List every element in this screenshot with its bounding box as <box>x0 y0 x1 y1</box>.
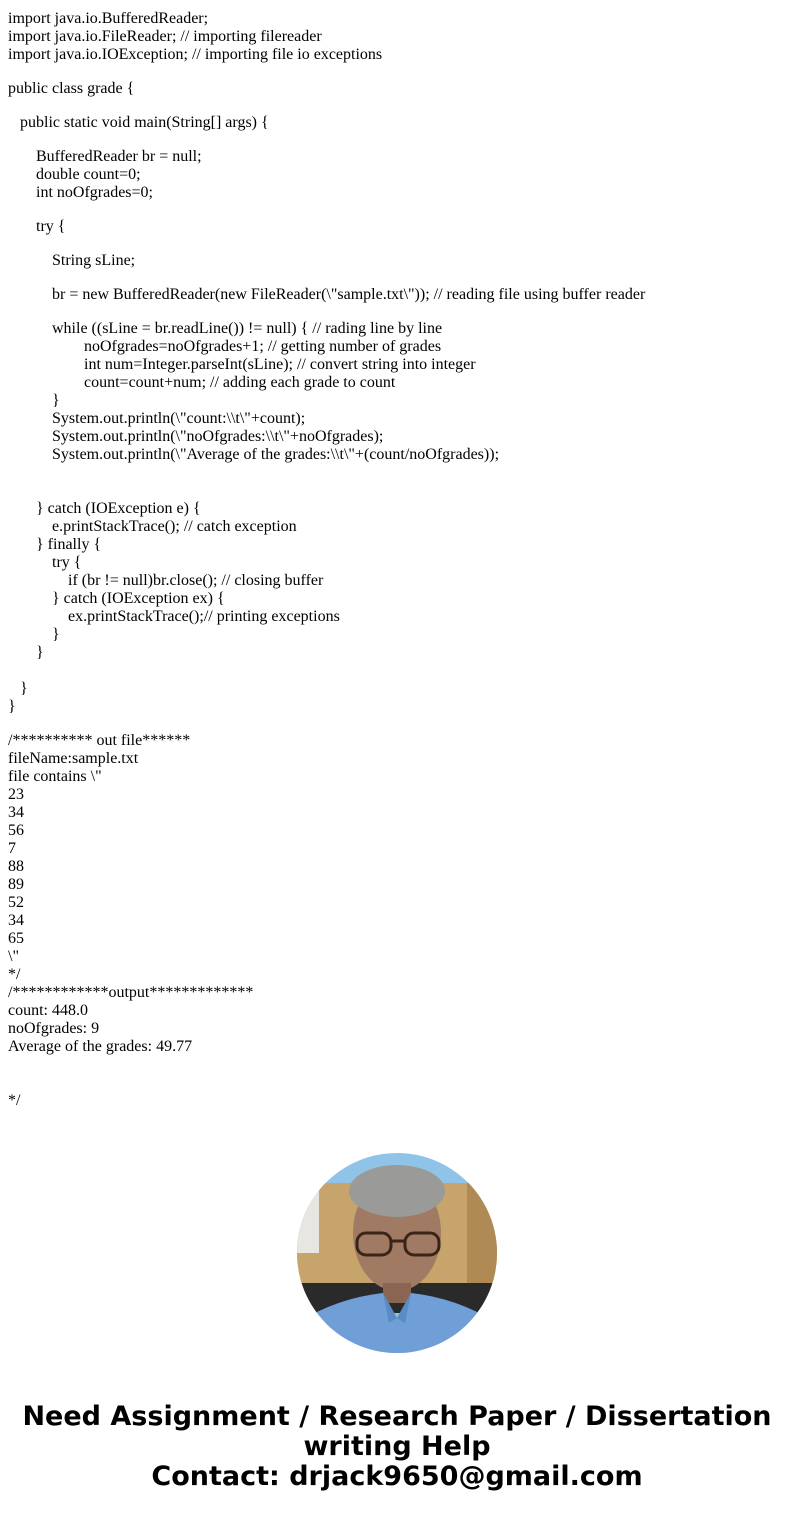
code-line <box>0 1092 794 1110</box>
code-line-text: int noOfgrades=0; <box>36 184 153 201</box>
code-line <box>0 286 794 304</box>
code-line <box>0 912 794 930</box>
code-line-text: try { <box>52 554 82 571</box>
code-line <box>0 876 794 894</box>
code-line <box>0 840 794 858</box>
code-line <box>0 786 794 804</box>
code-line <box>0 930 794 948</box>
code-line-text: /********** out file****** <box>8 732 191 749</box>
code-line <box>0 446 794 464</box>
code-line-text: fileName:sample.txt <box>8 750 139 767</box>
code-line-text: if (br != null)br.close(); // closing buffer <box>68 572 324 589</box>
code-line <box>0 644 794 662</box>
code-line <box>0 320 794 338</box>
code-line <box>0 252 794 270</box>
code-line-text: public static void main(String[] args) { <box>20 114 269 131</box>
code-line <box>0 662 794 680</box>
code-line-text: System.out.println(\"Average of the grades:\\t\"+(count/noOfgrades)); <box>52 446 500 463</box>
code-line-text: System.out.println(\"noOfgrades:\\t\"+noOfgrades); <box>52 428 384 445</box>
code-line-text: } catch (IOException e) { <box>36 500 201 517</box>
code-line-text: } <box>52 626 60 643</box>
code-line <box>0 1038 794 1056</box>
code-line-text: } <box>8 698 16 715</box>
code-line <box>0 698 794 716</box>
code-document <box>0 10 794 1110</box>
footer-subline: writing Help <box>303 1431 491 1462</box>
code-line <box>0 1002 794 1020</box>
code-line <box>0 716 794 732</box>
code-line-text: try { <box>36 218 66 235</box>
code-line <box>0 10 794 28</box>
code-line-text: 7 <box>8 840 16 857</box>
code-line-text: } <box>52 392 60 409</box>
code-line <box>0 114 794 132</box>
code-line-text: } <box>36 644 44 661</box>
code-line-text: /************output************* <box>8 984 254 1001</box>
code-line <box>0 46 794 64</box>
code-line <box>0 554 794 572</box>
code-line-text: 23 <box>8 786 24 803</box>
code-line <box>0 572 794 590</box>
code-line-text: */ <box>8 1092 21 1109</box>
code-line-text: } catch (IOException ex) { <box>52 590 225 607</box>
code-line <box>0 64 794 80</box>
code-line-text: int num=Integer.parseInt(sLine); // convert string into integer <box>84 356 476 373</box>
code-line-text: 89 <box>8 876 24 893</box>
code-line <box>0 304 794 320</box>
code-line <box>0 732 794 750</box>
code-line <box>0 356 794 374</box>
code-line <box>0 500 794 518</box>
code-line <box>0 804 794 822</box>
code-line <box>0 166 794 184</box>
code-line-text: count: 448.0 <box>8 1002 88 1019</box>
footer-contact: Contact: drjack9650@gmail.com <box>151 1461 643 1492</box>
code-line <box>0 482 794 500</box>
code-line-text: file contains \" <box>8 768 102 785</box>
code-line <box>0 184 794 202</box>
code-line <box>0 1056 794 1074</box>
code-line-text: 65 <box>8 930 24 947</box>
code-line-text: import java.io.FileReader; // importing filereader <box>8 28 322 45</box>
code-line <box>0 28 794 46</box>
person-photo-icon <box>297 1153 497 1353</box>
code-line-text: \" <box>8 948 19 965</box>
code-line <box>0 1074 794 1092</box>
code-line <box>0 518 794 536</box>
code-line <box>0 428 794 446</box>
code-line-text: 52 <box>8 894 24 911</box>
code-line-text: ex.printStackTrace();// printing exceptions <box>68 608 340 625</box>
contact-footer <box>0 1402 794 1492</box>
code-line-text: 34 <box>8 912 24 929</box>
code-line <box>0 822 794 840</box>
code-line-text: count=count+num; // adding each grade to count <box>84 374 396 391</box>
footer-headline: Need Assignment / Research Paper / Dissertation <box>22 1401 772 1432</box>
code-line-text: String sLine; <box>52 252 136 269</box>
code-line <box>0 132 794 148</box>
code-line <box>0 750 794 768</box>
code-line-text: 56 <box>8 822 24 839</box>
code-line <box>0 464 794 482</box>
code-line-text: } finally { <box>36 536 102 553</box>
code-line-text: noOfgrades: 9 <box>8 1020 100 1037</box>
code-line <box>0 374 794 392</box>
code-line-text: } <box>20 680 28 697</box>
code-line <box>0 626 794 644</box>
code-line <box>0 80 794 98</box>
code-line-text: double count=0; <box>36 166 141 183</box>
code-line-text: Average of the grades: 49.77 <box>8 1038 193 1055</box>
code-line <box>0 590 794 608</box>
code-line-text: System.out.println(\"count:\\t\"+count); <box>52 410 306 427</box>
code-line <box>0 410 794 428</box>
code-line-text: br = new BufferedReader(new FileReader(\"sample.txt\")); // reading file using buffer reader <box>52 286 646 303</box>
code-line <box>0 338 794 356</box>
code-line <box>0 202 794 218</box>
code-line-text: public class grade { <box>8 80 135 97</box>
code-line <box>0 858 794 876</box>
code-line-text: import java.io.IOException; // importing file io exceptions <box>8 46 383 63</box>
code-line <box>0 536 794 554</box>
code-line <box>0 608 794 626</box>
code-line-text: 34 <box>8 804 24 821</box>
code-line-text: 88 <box>8 858 24 875</box>
code-line <box>0 966 794 984</box>
code-line-text: noOfgrades=noOfgrades+1; // getting number of grades <box>84 338 442 355</box>
code-line <box>0 270 794 286</box>
code-line <box>0 680 794 698</box>
code-line <box>0 218 794 236</box>
author-avatar <box>297 1153 497 1353</box>
code-line-text: BufferedReader br = null; <box>36 148 202 165</box>
code-line-text: e.printStackTrace(); // catch exception <box>52 518 297 535</box>
code-line <box>0 1020 794 1038</box>
code-line-text: import java.io.BufferedReader; <box>8 10 209 27</box>
code-line <box>0 98 794 114</box>
code-line-text: */ <box>8 966 21 983</box>
code-line <box>0 894 794 912</box>
code-line <box>0 948 794 966</box>
code-line <box>0 392 794 410</box>
code-line <box>0 768 794 786</box>
code-line <box>0 984 794 1002</box>
code-line <box>0 236 794 252</box>
code-line-text: while ((sLine = br.readLine()) != null) { // rading line by line <box>52 320 443 337</box>
code-line <box>0 148 794 166</box>
